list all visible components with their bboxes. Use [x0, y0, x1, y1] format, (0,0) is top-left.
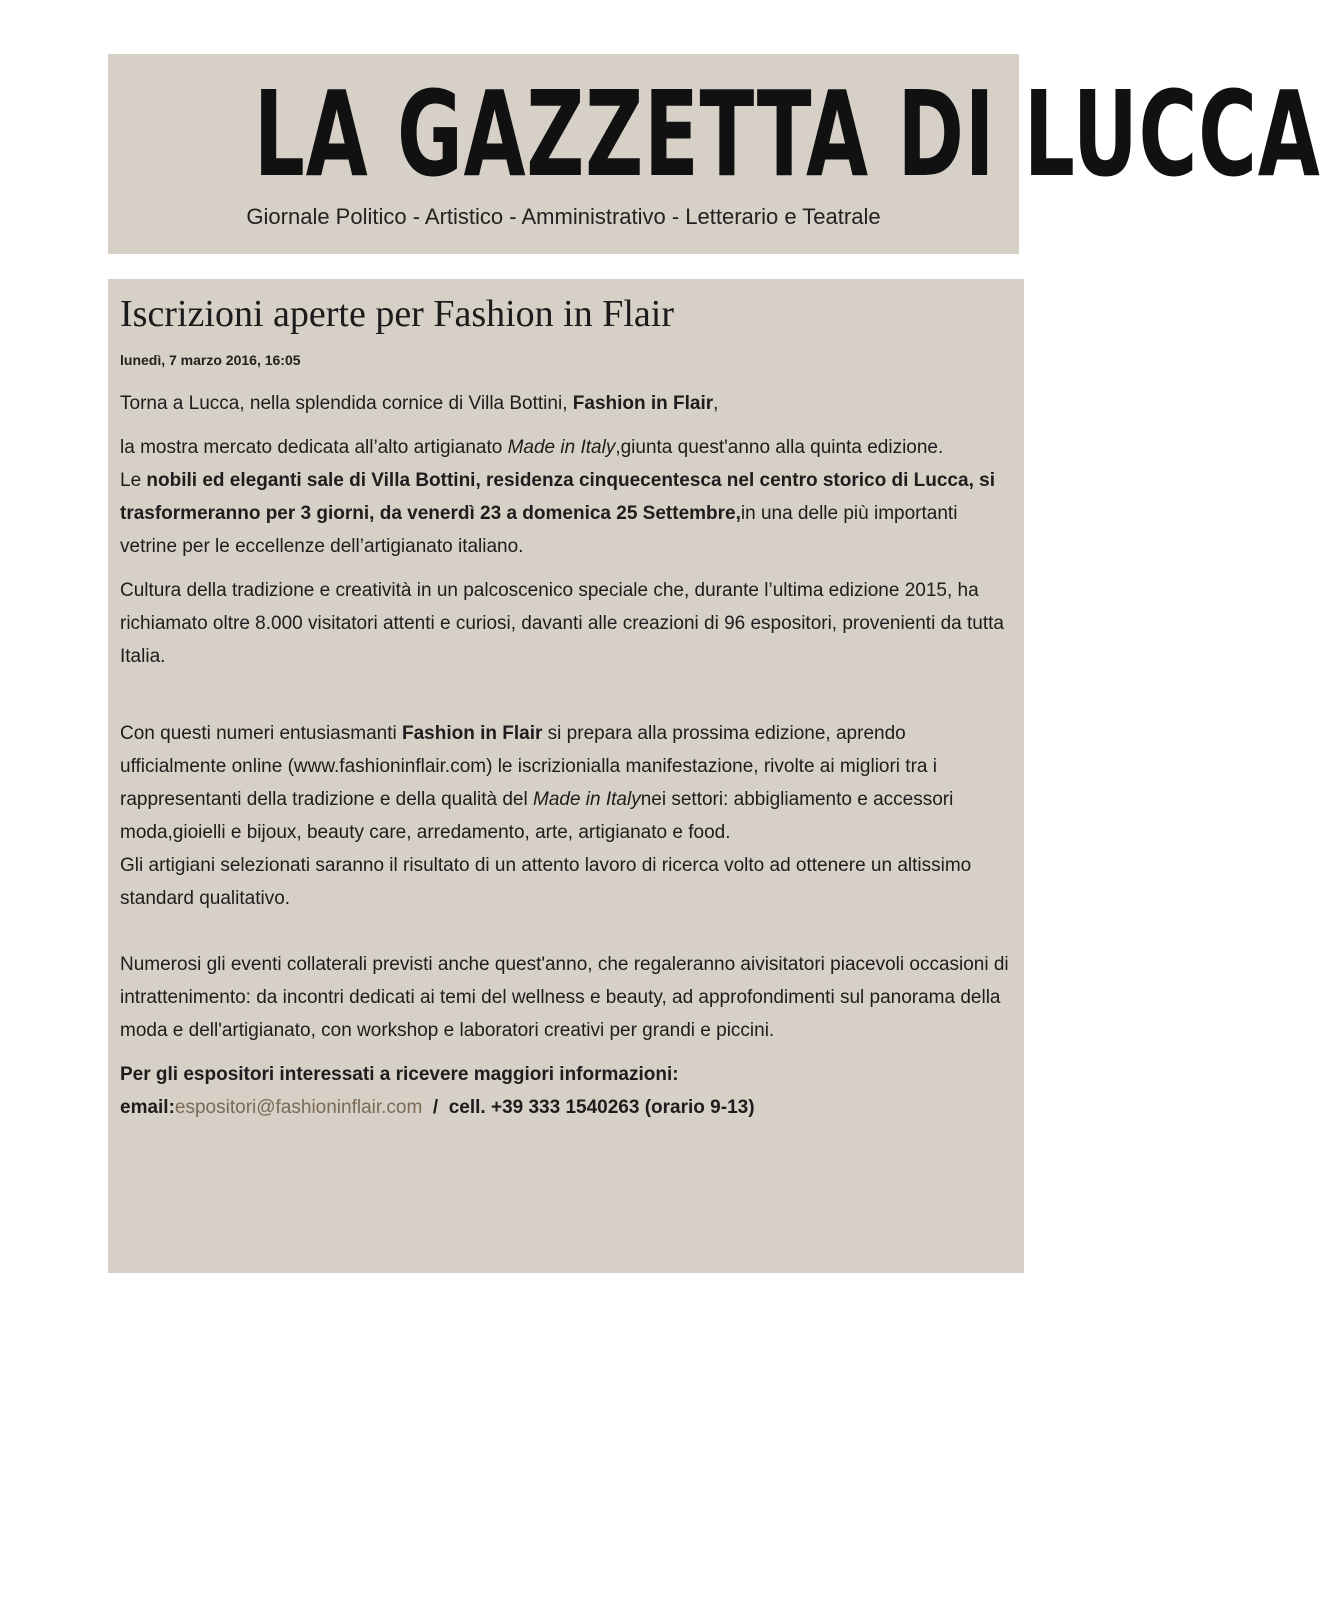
email-label: email: [120, 1097, 175, 1118]
text-span: Con questi numeri entusiasmanti [120, 723, 402, 744]
text-span: in una delle più importanti vetrine per le eccellenze dell’artigianato italiano. [120, 503, 958, 557]
contact-info [120, 1058, 1012, 1124]
newspaper-title: LA GAZZETTA DI LUCCA [253, 65, 1320, 203]
paragraph-events: Numerosi gli eventi collaterali previsti anche quest'anno, che regaleranno aivisitatori piacevoli occasioni di intrattenimento: da incontri dedicati ai temi del wellness e beauty, ad approfondimenti sul panorama della moda e dell'artigianato, con workshop e laboratori creativi per grandi e piccini. [120, 954, 1009, 1041]
paragraph-intro [120, 387, 1012, 420]
contact-intro: Per gli espositori interessati a ricevere maggiori informazioni: [120, 1064, 679, 1085]
article-headline: Iscrizioni aperte per Fashion in Flair [120, 293, 675, 335]
newspaper-subtitle: Giornale Politico - Artistico - Amministrativo - Letterario e Teatrale [246, 204, 881, 229]
paragraph-description [120, 431, 1012, 563]
paragraph-registration [120, 717, 1012, 915]
article [108, 279, 1024, 1273]
text-span: si prepara alla prossima edizione, aprendo ufficialmente online (www.fashioninflair.com) le iscrizionialla manifestazione, rivolte ai migliori tra i rappresentanti della tradizione e della qualità del [120, 723, 937, 810]
text-span: , [713, 393, 719, 414]
paragraph-culture: Cultura della tradizione e creatività in un palcoscenico speciale che, durante l’ultima edizione 2015, ha richiamato oltre 8.000 visitatori attenti e curiosi, davanti alle creazioni di 96 espositori, provenienti da tutta Italia. [120, 580, 1004, 667]
text-span: nei settori: abbigliamento e accessori moda,gioielli e bijoux, beauty care, arredamento, arte, artigianato e food. [120, 789, 954, 843]
email-link[interactable]: espositori@fashioninflair.com [174, 1097, 423, 1118]
bold-span: nobili ed eleganti sale di Villa Bottini, residenza cinquecentesca nel centro storico di Lucca, si trasformeranno per 3 giorni, da venerdì 23 a domenica 25 Settembre, [120, 470, 995, 524]
article-dateline: lunedì, 7 marzo 2016, 16:05 [120, 352, 301, 368]
text-span: Torna a Lucca, nella splendida cornice di Villa Bottini, [120, 393, 573, 414]
masthead [108, 54, 1320, 254]
text-span: Gli artigiani selezionati saranno il risultato di un attento lavoro di ricerca volto ad ottenere un altissimo standard qualitativo. [120, 855, 972, 909]
text-span: ,giunta quest'anno alla quinta edizione. [615, 437, 944, 458]
phone-number: cell. +39 333 1540263 (orario 9-13) [448, 1097, 755, 1118]
text-span: Le [120, 470, 147, 491]
text-span: la mostra mercato dedicata all’alto artigianato [120, 437, 508, 458]
italic-span: Made in Italy [507, 437, 616, 458]
bold-span: Fashion in Flair [572, 393, 714, 414]
italic-span: Made in Italy [533, 789, 641, 810]
bold-span: Fashion in Flair [401, 723, 543, 744]
separator: / [422, 1097, 449, 1118]
